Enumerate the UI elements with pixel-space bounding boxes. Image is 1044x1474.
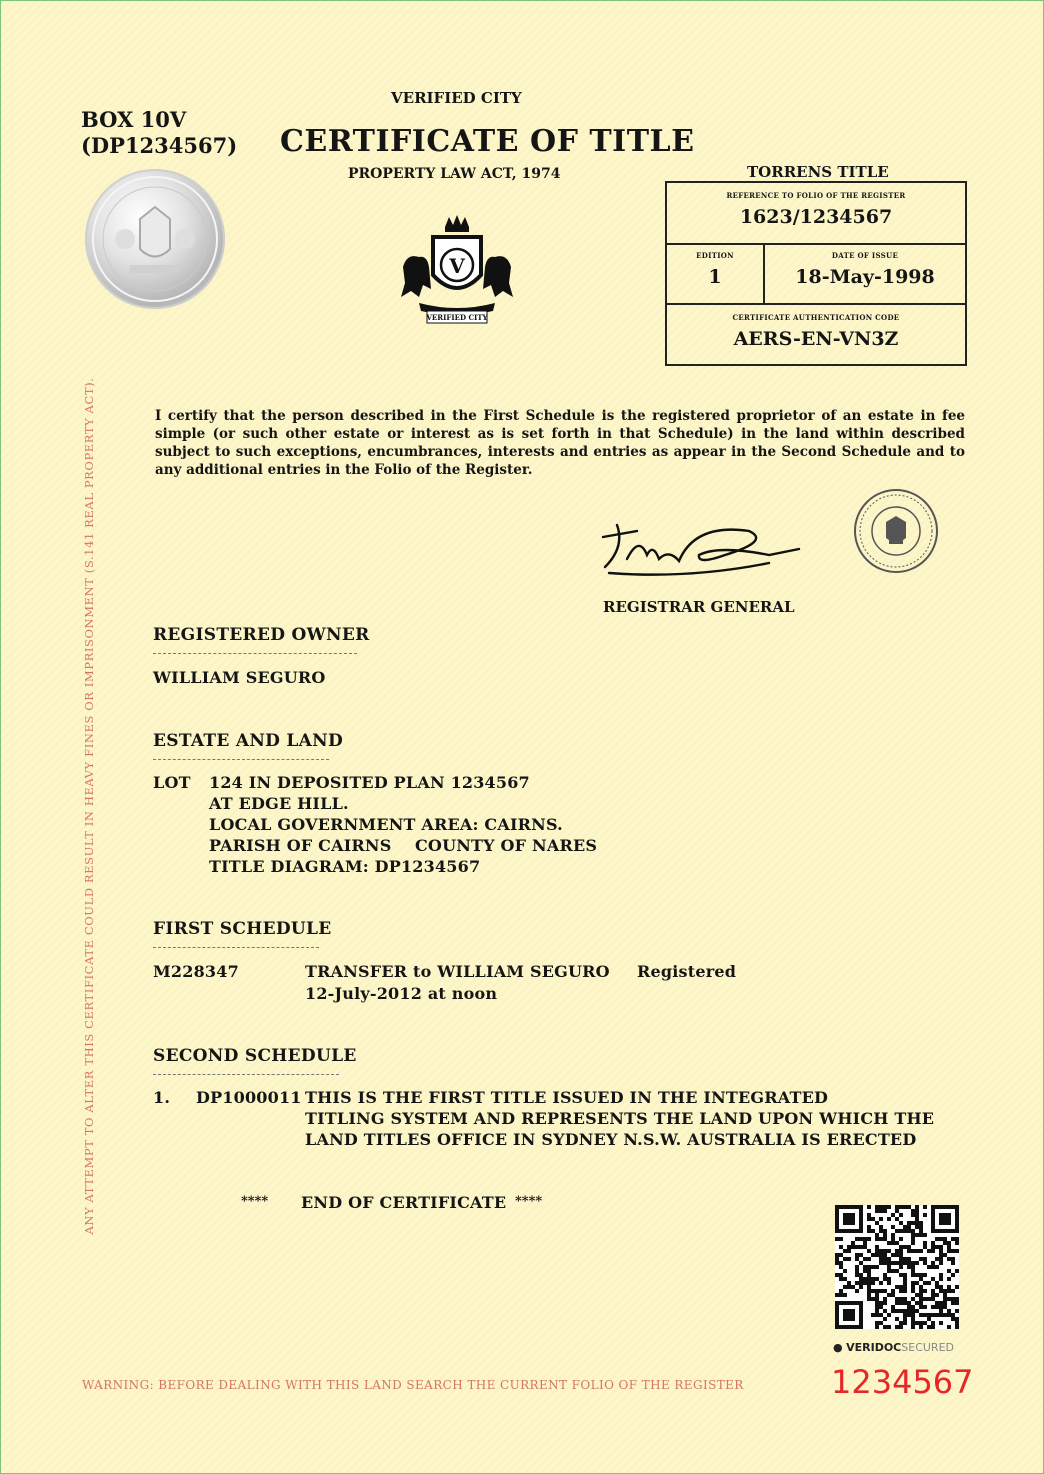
hologram-seal-icon xyxy=(85,169,225,309)
title-diagram-line: TITLE DIAGRAM: DP1234567 xyxy=(209,857,481,876)
registration-status: Registered xyxy=(637,962,737,981)
schedule-item-ref: DP1000011 xyxy=(196,1088,302,1107)
schedule-item-line2: TITLING SYSTEM AND REPRESENTS THE LAND UPON WHICH THE xyxy=(305,1109,935,1128)
lot-label: LOT xyxy=(153,773,191,792)
veridoc-brand: VERIDOC xyxy=(846,1341,902,1354)
registrar-title: REGISTRAR GENERAL xyxy=(603,598,795,616)
end-stars-left: **** xyxy=(241,1194,269,1209)
edition-value: 1 xyxy=(708,266,722,288)
schedule-item-number: 1. xyxy=(153,1088,171,1107)
end-stars-right: **** xyxy=(515,1194,543,1209)
divider xyxy=(153,653,357,654)
issuer-name: VERIFIED CITY xyxy=(391,89,522,107)
qr-code-icon[interactable] xyxy=(835,1205,959,1329)
first-schedule-heading: FIRST SCHEDULE xyxy=(153,919,332,939)
title-reference-box xyxy=(665,181,967,366)
auth-code-cell xyxy=(667,305,965,363)
edition-cell xyxy=(667,243,765,305)
law-act: PROPERTY LAW ACT, 1974 xyxy=(348,166,561,182)
auth-code-label: CERTIFICATE AUTHENTICATION CODE xyxy=(732,313,900,322)
crest-letter: V xyxy=(449,254,465,278)
official-seal-icon xyxy=(853,488,939,574)
county-line: COUNTY OF NARES xyxy=(415,836,598,855)
schedule-item-line1: THIS IS THE FIRST TITLE ISSUED IN THE INTEGRATED xyxy=(305,1088,829,1107)
edition-label: EDITION xyxy=(696,251,734,260)
estate-land-heading: ESTATE AND LAND xyxy=(153,731,344,751)
divider xyxy=(153,759,329,760)
transfer-date: 12-July-2012 at noon xyxy=(305,984,498,1003)
second-schedule-heading: SECOND SCHEDULE xyxy=(153,1046,357,1066)
dealing-ref: M228347 xyxy=(153,962,239,981)
crest-icon xyxy=(389,213,525,327)
issue-date-cell xyxy=(765,243,965,305)
crest-caption: VERIFIED CITY xyxy=(426,313,488,322)
crest-emblem xyxy=(389,213,525,327)
transfer-line: TRANSFER to WILLIAM SEGURO xyxy=(305,962,610,981)
folio-label: REFERENCE TO FOLIO OF THE REGISTER xyxy=(726,191,906,200)
parish-line: PARISH OF CAIRNS xyxy=(209,836,392,855)
page-title: CERTIFICATE OF TITLE xyxy=(280,124,695,159)
box-ref-line2: (DP1234567) xyxy=(81,133,238,158)
issue-date-value: 18-May-1998 xyxy=(795,266,935,288)
end-of-certificate: END OF CERTIFICATE xyxy=(301,1193,507,1212)
footer-warning: WARNING: BEFORE DEALING WITH THIS LAND SEARCH THE CURRENT FOLIO OF THE REGISTER xyxy=(82,1378,744,1392)
torrens-heading: TORRENS TITLE xyxy=(747,163,889,181)
veridoc-badge xyxy=(833,1341,954,1354)
schedule-item-line3: LAND TITLES OFFICE IN SYDNEY N.S.W. AUSTRALIA IS ERECTED xyxy=(305,1130,917,1149)
locality-line: AT EDGE HILL. xyxy=(209,794,349,813)
box-ref-line1: BOX 10V xyxy=(81,107,187,132)
registrar-signature xyxy=(599,515,804,585)
divider xyxy=(153,947,319,948)
serial-number: 1234567 xyxy=(831,1363,974,1401)
folio-value: 1623/1234567 xyxy=(739,206,893,228)
veridoc-icon: ● xyxy=(833,1341,843,1354)
box-reference xyxy=(81,107,237,159)
folio-cell xyxy=(667,183,965,245)
issue-date-label: DATE OF ISSUE xyxy=(831,251,899,260)
certification-statement: I certify that the person described in the First Schedule is the registered proprietor of an estate in fee simple (or such other estate or interest as is set forth in that Schedule) in the land within described subject to such exceptions, encumbrances, interests and entries as appear in the Second Schedule and to any additional entries in the Folio of the Register. xyxy=(155,408,965,478)
side-warning: ANY ATTEMPT TO ALTER THIS CERTIFICATE COULD RESULT IN HEAVY FINES OR IMPRISONMENT (S.141 REAL PROPERTY ACT). xyxy=(82,377,96,1235)
lot-line: 124 IN DEPOSITED PLAN 1234567 xyxy=(209,773,530,792)
registered-owner-heading: REGISTERED OWNER xyxy=(153,625,370,645)
owner-name: WILLIAM SEGURO xyxy=(153,668,326,687)
veridoc-suffix: SECURED xyxy=(901,1341,954,1354)
lga-line: LOCAL GOVERNMENT AREA: CAIRNS. xyxy=(209,815,563,834)
divider xyxy=(153,1074,339,1075)
auth-code-value: AERS-EN-VN3Z xyxy=(733,328,899,350)
